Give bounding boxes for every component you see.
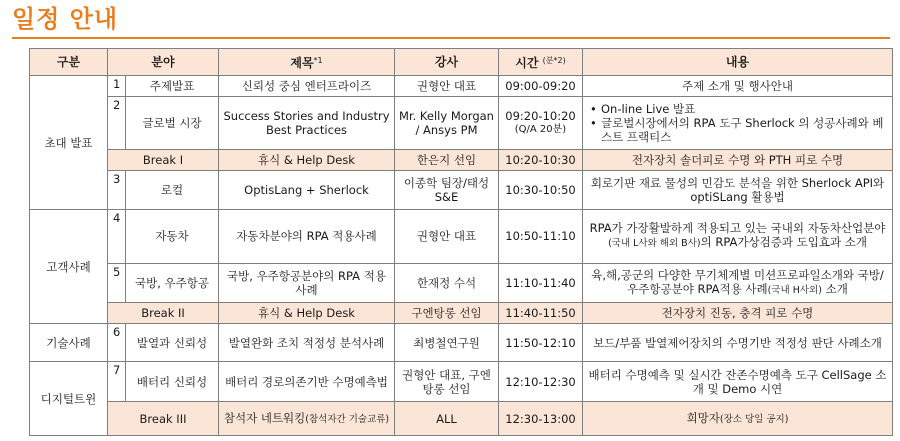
session-time: 10:50-11:10	[499, 210, 583, 264]
session-content: 회로기판 재료 물성의 민감도 분석을 위한 Sherlock API와 optiSLang 활용법	[583, 171, 893, 210]
session-content: 전자장치 진동, 충격 피로 수명	[583, 302, 893, 323]
session-speaker: 권형안 대표, 구엔탕롱 선임	[395, 362, 499, 402]
session-content: 희망자(장소 당일 공지)	[583, 402, 893, 436]
table-row	[30, 362, 893, 402]
session-content: 주제 소개 및 행사안내	[583, 76, 893, 97]
header-speaker: 강사	[395, 49, 499, 76]
group-keynote: 초대 발표	[30, 76, 108, 210]
break-row	[30, 149, 893, 170]
table-row	[30, 97, 893, 150]
break-label: Break II	[108, 302, 219, 323]
group-digital: 디지털트윈	[30, 362, 108, 436]
session-content: 전자장치 솔더피로 수명 와 PTH 피로 수명	[583, 149, 893, 170]
table-row	[30, 263, 893, 302]
session-content: 배터리 수명예측 및 실시간 잔존수명예측 도구 CellSage 소개 및 Demo 시연	[583, 362, 893, 402]
session-field: 국방, 우주항공	[126, 263, 219, 302]
session-content	[583, 97, 893, 150]
content-bullet: • On-line Live 발표	[588, 102, 889, 116]
session-field: 주제발표	[126, 76, 219, 97]
header-field: 분야	[108, 49, 219, 76]
session-time: 11:50-12:10	[499, 324, 583, 362]
session-time: 11:10-11:40	[499, 263, 583, 302]
header-category: 구분	[30, 49, 108, 76]
break-row	[30, 302, 893, 323]
session-topic: 자동차분야의 RPA 적용사례	[219, 210, 395, 264]
session-time: 09:00-09:20	[499, 76, 583, 97]
session-field: 배터리 신뢰성	[126, 362, 219, 402]
session-topic: 발열완화 조치 적정성 분석사례	[219, 324, 395, 362]
session-topic: OptisLang + Sherlock	[219, 171, 395, 210]
session-field: 글로벌 시장	[126, 97, 219, 150]
session-content: 보드/부품 발열제어장치의 수명기반 적정성 판단 사례소개	[583, 324, 893, 362]
session-speaker: 구엔탕롱 선임	[395, 302, 499, 323]
session-number: 7	[108, 362, 126, 402]
table-row	[30, 324, 893, 362]
session-time: 10:30-10:50	[499, 171, 583, 210]
session-speaker: Mr. Kelly Morgan / Ansys PM	[395, 97, 499, 150]
break-label: Break III	[108, 402, 219, 436]
session-speaker: 권형안 대표	[395, 76, 499, 97]
header-content: 내용	[583, 49, 893, 76]
session-time-note: (Q/A 20분)	[514, 124, 567, 135]
group-cases: 고객사례	[30, 210, 108, 324]
session-number: 3	[108, 171, 126, 210]
session-topic: 휴식 & Help Desk	[219, 302, 395, 323]
session-time-range: 09:20-10:20	[505, 109, 576, 123]
table-row	[30, 76, 893, 97]
session-topic: 국방, 우주항공분야의 RPA 적용사례	[219, 263, 395, 302]
session-speaker: 최병철연구원	[395, 324, 499, 362]
session-number: 6	[108, 324, 126, 362]
session-time: 12:10-12:30	[499, 362, 583, 402]
table-header-row	[30, 49, 893, 76]
content-bullet: • 글로벌시장에서의 RPA 도구 Sherlock 의 성공사례와 베스트 프랙티스	[588, 116, 889, 144]
session-number: 4	[108, 210, 126, 264]
session-time: 10:20-10:30	[499, 149, 583, 170]
session-content: RPA가 가장활발하게 적용되고 있는 국내외 자동차산업분야(국내 L사와 해외 B사)의 RPA가상검증과 도입효과 소개	[583, 210, 893, 264]
session-topic: 휴식 & Help Desk	[219, 149, 395, 170]
session-field: 로컬	[126, 171, 219, 210]
session-number: 1	[108, 76, 126, 97]
session-speaker: 한재정 수석	[395, 263, 499, 302]
session-field: 자동차	[126, 210, 219, 264]
session-time	[499, 97, 583, 150]
session-speaker: 이종학 팀장/태성S&E	[395, 171, 499, 210]
header-topic: 제목$^{*1}$	[219, 49, 395, 76]
group-tech: 기술사례	[30, 324, 108, 362]
session-topic: 신뢰성 중심 엔터프라이즈	[219, 76, 395, 97]
session-topic: Success Stories and Industry Best Practices	[219, 97, 395, 150]
session-topic: 배터리 경로의존기반 수명예측법	[219, 362, 395, 402]
title-underline	[12, 37, 890, 39]
session-content: 육,해,공군의 다양한 무기체계별 미션프로파일소개와 국방/우주항공분야 RPA적용 사례(국내 H사외) 소개	[583, 263, 893, 302]
session-speaker: 한은지 선임	[395, 149, 499, 170]
schedule-table	[29, 48, 893, 436]
break-label: Break I	[108, 149, 219, 170]
page-title: 일정 안내	[12, 5, 119, 33]
table-row	[30, 171, 893, 210]
session-number: 5	[108, 263, 126, 302]
session-speaker: ALL	[395, 402, 499, 436]
session-topic: 참석자 네트워킹(참석자간 기술교류)	[219, 402, 395, 436]
session-speaker: 권형안 대표	[395, 210, 499, 264]
session-field: 발열과 신뢰성	[126, 324, 219, 362]
table-row	[30, 210, 893, 264]
session-time: 11:40-11:50	[499, 302, 583, 323]
session-time: 12:30-13:00	[499, 402, 583, 436]
break-row	[30, 402, 893, 436]
header-time: 시간 $^{(분*2)}$	[499, 49, 583, 76]
session-number: 2	[108, 97, 126, 150]
